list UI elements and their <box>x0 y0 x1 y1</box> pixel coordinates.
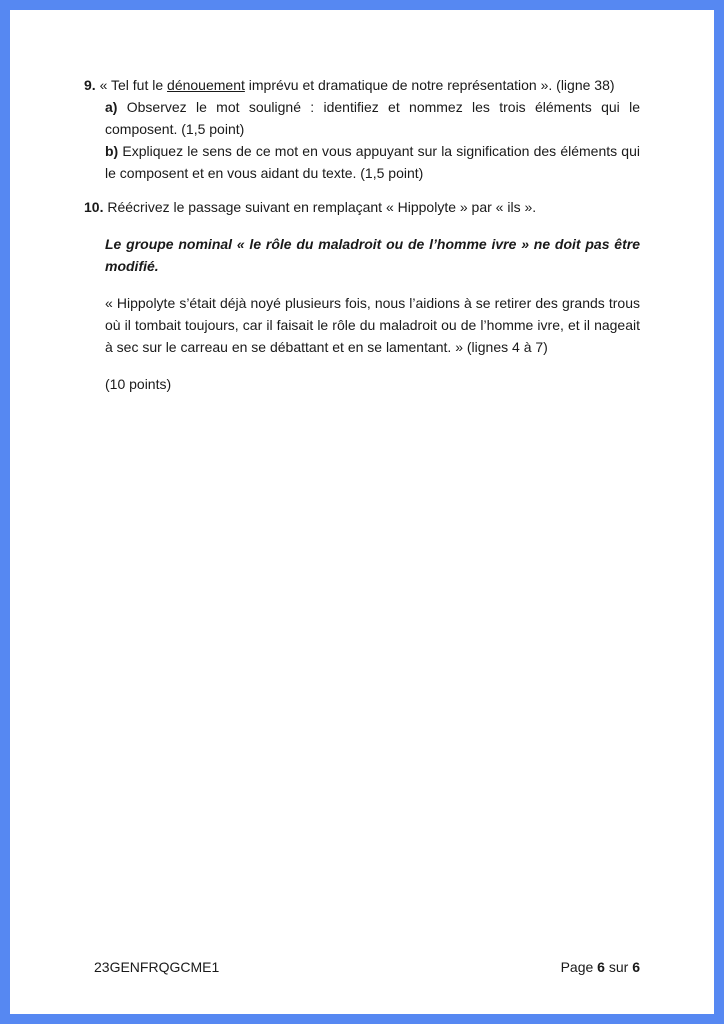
question-9a-label: a) <box>105 99 118 115</box>
question-10-number: 10. <box>84 199 104 215</box>
page-indicator-number: 6 <box>597 959 605 975</box>
question-9-intro-pre: « Tel fut le <box>95 77 168 93</box>
page-footer <box>94 956 640 978</box>
page-indicator-pre: Page <box>560 959 598 975</box>
question-9b-text: Expliquez le sens de ce mot en vous appuyant sur la signification des éléments qui le composent et en vous aidant du texte. (1,5 point) <box>105 143 640 181</box>
question-10 <box>84 196 640 395</box>
question-9b-label: b) <box>105 143 119 159</box>
question-9b <box>105 140 640 184</box>
question-9-intro-post: imprévu et dramatique de notre représentation ». (ligne 38) <box>244 77 615 93</box>
document-code: 23GENFRQGCME1 <box>94 959 220 975</box>
question-9-number: 9. <box>84 77 96 93</box>
question-9-underlined-word: dénouement <box>167 77 245 93</box>
page-indicator-total: 6 <box>632 959 640 975</box>
question-9a-text: Observez le mot souligné : identifiez et nommez les trois éléments qui le composent. (1,5 point) <box>105 99 640 137</box>
question-10-intro <box>84 196 640 218</box>
question-9 <box>84 74 640 184</box>
page-content <box>10 10 714 395</box>
question-10-text: Réécrivez le passage suivant en remplaçant « Hippolyte » par « ils ». <box>103 199 537 215</box>
question-9a <box>105 96 640 140</box>
question-10-points: (10 points) <box>105 376 172 392</box>
page-indicator <box>561 956 640 978</box>
page-indicator-mid: sur <box>604 959 633 975</box>
question-10-quote: « Hippolyte s’était déjà noyé plusieurs fois, nous l’aidions à se retirer des grands trous où il tombait toujours, car il faisait le rôle du maladroit ou de l’homme ivre, et il nageait à sec sur le carreau en se débattant et en se lamentant. » (lignes 4 à 7) <box>105 295 640 355</box>
question-9-intro <box>84 74 640 96</box>
question-10-instruction-note: Le groupe nominal « le rôle du maladroit ou de l’homme ivre » ne doit pas être modifié. <box>105 236 640 274</box>
